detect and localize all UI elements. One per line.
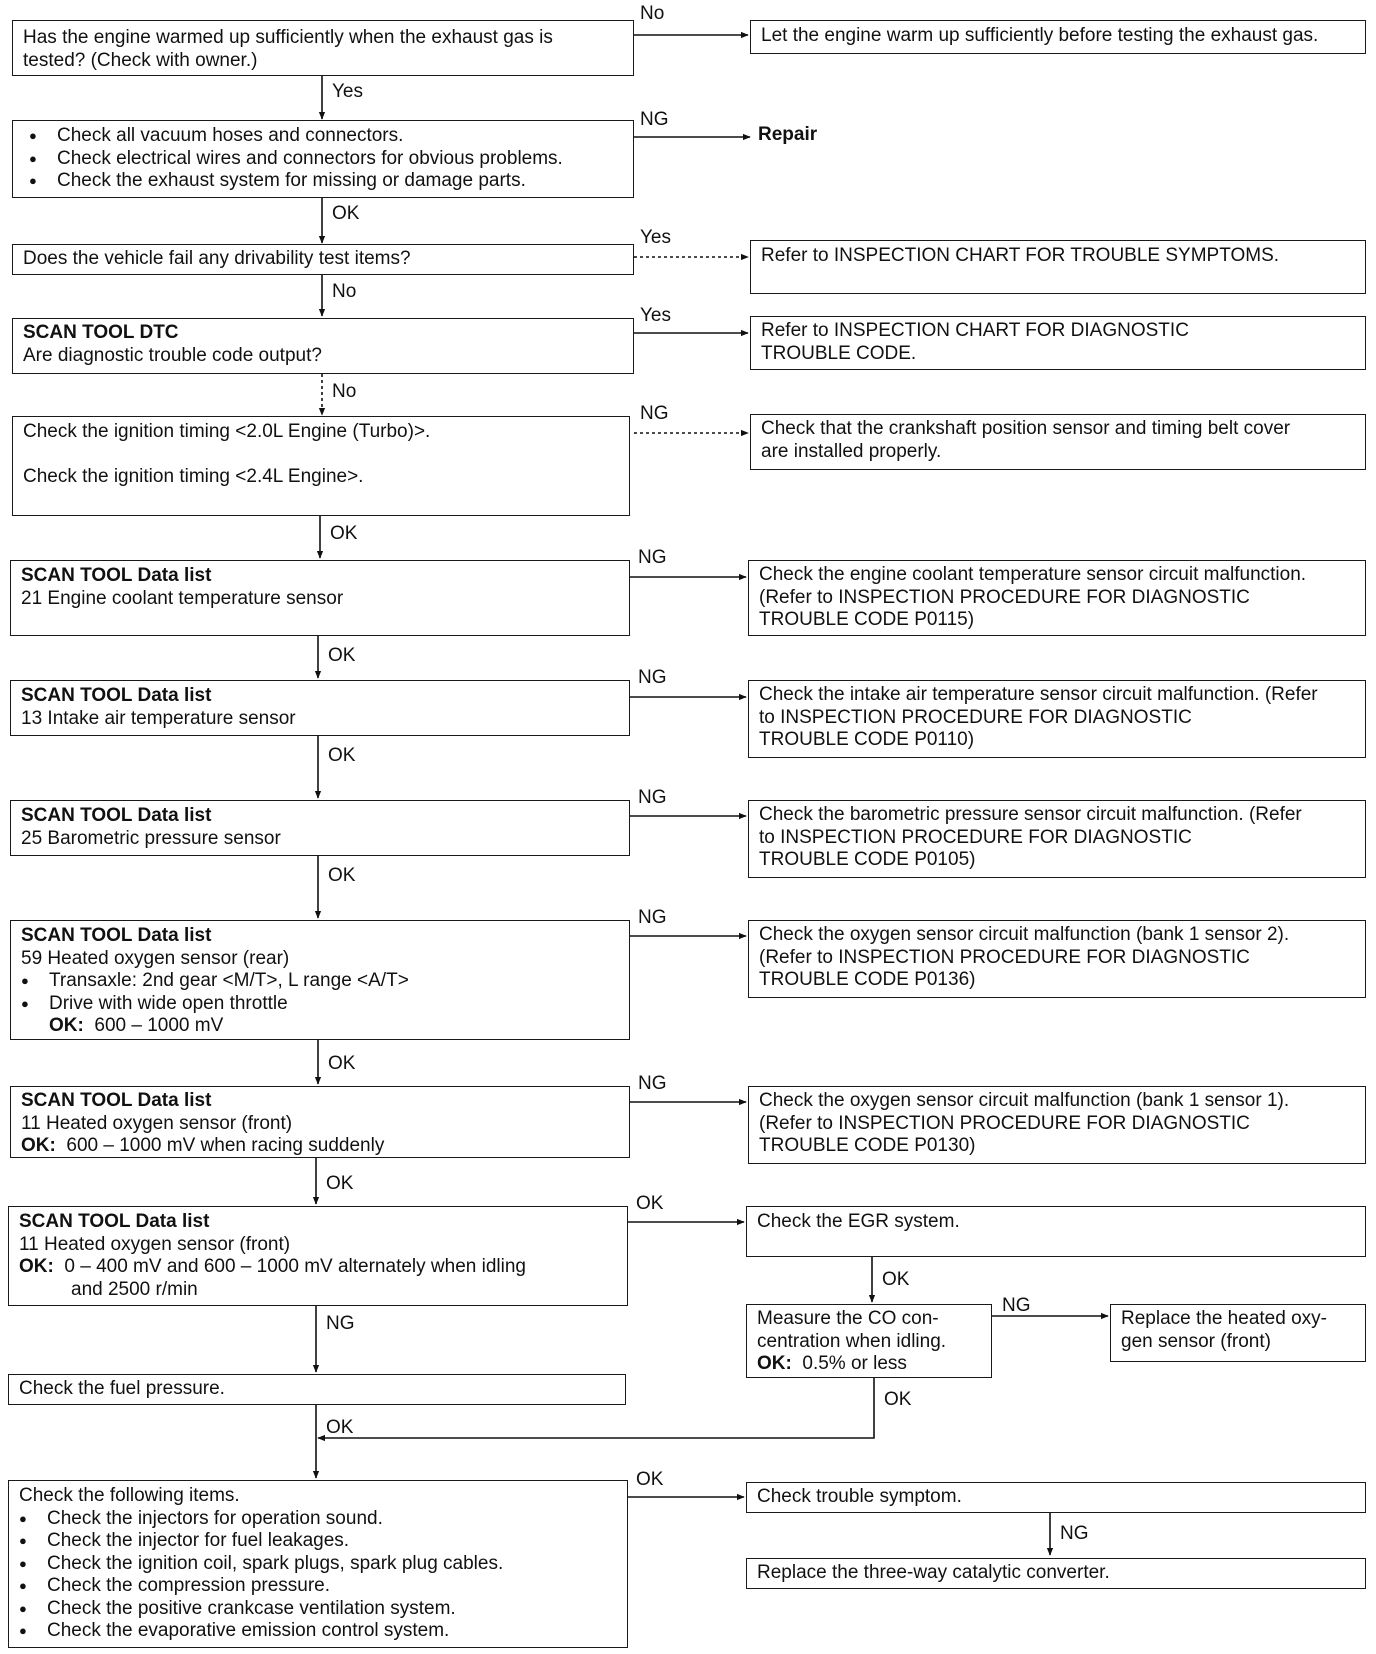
box-text: 25 Barometric pressure sensor: [21, 827, 281, 849]
ok-value: 0.5% or less: [802, 1353, 907, 1374]
box-text: TROUBLE CODE P0105): [759, 849, 976, 870]
label-ng: NG: [638, 1073, 667, 1094]
box-text: TROUBLE CODE.: [761, 342, 917, 364]
box-title: SCAN TOOL Data list: [21, 925, 212, 946]
ok-value-cont: and 2500 r/min: [71, 1278, 198, 1300]
box-text: Check the EGR system.: [757, 1211, 960, 1232]
question-oxygen-sensor-front-idle: [8, 1206, 628, 1306]
label-ng: NG: [1060, 1523, 1089, 1544]
ok-label: OK:: [21, 1135, 56, 1156]
box-text: Has the engine warmed up sufficiently when the exhaust gas is: [23, 27, 553, 48]
label-ng: NG: [640, 109, 669, 130]
label-ng: NG: [640, 403, 669, 424]
box-text: to INSPECTION PROCEDURE FOR DIAGNOSTIC: [759, 826, 1192, 848]
label-no: No: [332, 381, 357, 402]
result-diagnostic-code-chart: [750, 316, 1366, 370]
step-check-trouble-symptom: [746, 1482, 1366, 1513]
ok-label: OK:: [19, 1256, 54, 1277]
ok-label: OK:: [757, 1353, 792, 1374]
box-text: gen sensor (front): [1121, 1330, 1271, 1352]
box-text: Check the ignition timing <2.4L Engine>.: [23, 465, 364, 487]
box-text: 21 Engine coolant temperature sensor: [21, 587, 344, 609]
box-text: Does the vehicle fail any drivability test items?: [23, 248, 411, 269]
box-text: Check the engine coolant temperature sensor circuit malfunction.: [759, 564, 1307, 585]
box-text: TROUBLE CODE P0115): [759, 609, 975, 630]
question-engine-warmed: [12, 20, 634, 76]
result-trouble-symptoms: [750, 240, 1366, 294]
result-intake-air-circuit: [748, 680, 1366, 758]
result-coolant-sensor-circuit: [748, 560, 1366, 636]
box-text: (Refer to INSPECTION PROCEDURE FOR DIAGNOSTIC: [759, 1112, 1250, 1134]
box-text: Refer to INSPECTION CHART FOR DIAGNOSTIC: [761, 320, 1189, 341]
label-ok: OK: [328, 865, 356, 886]
label-ng: NG: [326, 1313, 355, 1334]
result-repair: Repair: [758, 124, 818, 145]
box-text: Measure the CO con-: [757, 1308, 939, 1329]
box-text: Check that the crankshaft position sensor and timing belt cover: [761, 418, 1291, 439]
box-text: Check the barometric pressure sensor circuit malfunction. (Refer: [759, 804, 1302, 825]
label-yes: Yes: [640, 305, 671, 326]
box-text: (Refer to INSPECTION PROCEDURE FOR DIAGNOSTIC: [759, 586, 1250, 608]
question-barometric-sensor: [10, 800, 630, 856]
check-item: ● Check the injectors for operation sound.: [13, 1508, 617, 1531]
ok-value: 600 – 1000 mV when racing suddenly: [66, 1135, 385, 1156]
step-replace-catalytic-converter: [746, 1558, 1366, 1589]
label-ok: OK: [882, 1269, 910, 1290]
label-ok: OK: [328, 745, 356, 766]
label-ok: OK: [328, 645, 356, 666]
box-text: tested? (Check with owner.): [23, 49, 258, 71]
box-text: Check the oxygen sensor circuit malfunction (bank 1 sensor 1).: [759, 1090, 1290, 1111]
label-ng: NG: [638, 907, 667, 928]
check-item: ● Check the injector for fuel leakages.: [13, 1530, 617, 1553]
label-ng: NG: [1002, 1295, 1031, 1316]
label-ng: NG: [638, 787, 667, 808]
question-intake-air-sensor: [10, 680, 630, 736]
result-egr-system: [746, 1206, 1366, 1257]
label-yes: Yes: [332, 81, 363, 102]
condition-item: ● Transaxle: 2nd gear <M/T>, L range <A/T>: [15, 970, 619, 993]
label-ng: NG: [638, 667, 667, 688]
box-title: SCAN TOOL Data list: [21, 685, 212, 706]
box-text: to INSPECTION PROCEDURE FOR DIAGNOSTIC: [759, 706, 1192, 728]
ok-label: OK:: [49, 1015, 84, 1036]
box-text: Are diagnostic trouble code output?: [23, 344, 322, 366]
box-text: 11 Heated oxygen sensor (front): [21, 1112, 293, 1134]
ok-value: 0 – 400 mV and 600 – 1000 mV alternately when idling: [64, 1256, 526, 1277]
check-item: ● Check the exhaust system for missing or damage parts.: [23, 170, 623, 193]
box-title: SCAN TOOL Data list: [19, 1211, 210, 1232]
label-ok: OK: [326, 1173, 354, 1194]
question-co-concentration: [746, 1304, 992, 1378]
box-text: TROUBLE CODE P0130): [759, 1135, 976, 1156]
step-check-following-items: [8, 1480, 628, 1648]
box-text: 11 Heated oxygen sensor (front): [19, 1233, 291, 1255]
box-text: centration when idling.: [757, 1330, 947, 1352]
label-no: No: [332, 281, 357, 302]
box-text: Check the fuel pressure.: [19, 1378, 225, 1399]
box-text: Replace the heated oxy-: [1121, 1308, 1327, 1329]
label-ok: OK: [636, 1469, 664, 1490]
box-text: Check the oxygen sensor circuit malfunction (bank 1 sensor 2).: [759, 924, 1290, 945]
box-text: 59 Heated oxygen sensor (rear): [21, 947, 290, 969]
box-title: SCAN TOOL Data list: [21, 565, 212, 586]
condition-item: ● Drive with wide open throttle: [15, 993, 619, 1016]
label-ng: NG: [638, 547, 667, 568]
label-yes: Yes: [640, 227, 671, 248]
question-drivability: [12, 244, 634, 275]
label-no: No: [640, 3, 665, 24]
box-title: SCAN TOOL DTC: [23, 322, 179, 343]
label-ok: OK: [330, 523, 358, 544]
box-text: are installed properly.: [761, 440, 942, 462]
box-text: Check the intake air temperature sensor circuit malfunction. (Refer: [759, 684, 1318, 705]
box-text: Replace the three-way catalytic converter.: [757, 1562, 1110, 1583]
check-item: ● Check all vacuum hoses and connectors.: [23, 125, 623, 148]
question-scan-tool-dtc: [12, 318, 634, 374]
step-fuel-pressure: [8, 1374, 626, 1405]
result-replace-oxygen-sensor: [1110, 1304, 1366, 1362]
label-ok: OK: [884, 1389, 912, 1410]
check-item: ● Check the ignition coil, spark plugs, spark plug cables.: [13, 1553, 617, 1576]
box-text: Check trouble symptom.: [757, 1486, 962, 1507]
question-coolant-temp-sensor: [10, 560, 630, 636]
label-ok: OK: [328, 1053, 356, 1074]
question-oxygen-sensor-rear: [10, 920, 630, 1040]
box-text: TROUBLE CODE P0110): [759, 729, 975, 750]
box-title: SCAN TOOL Data list: [21, 1090, 212, 1111]
box-text: Refer to INSPECTION CHART FOR TROUBLE SYMPTOMS.: [761, 245, 1280, 266]
ok-value: 600 – 1000 mV: [94, 1015, 224, 1036]
box-text: Check the ignition timing <2.0L Engine (Turbo)>.: [23, 421, 431, 442]
label-ok: OK: [636, 1193, 664, 1214]
check-item: ● Check the evaporative emission control system.: [13, 1620, 617, 1643]
check-item: ● Check the positive crankcase ventilation system.: [13, 1598, 617, 1621]
result-barometric-circuit: [748, 800, 1366, 878]
result-warm-up-engine: [750, 20, 1366, 54]
box-text: Check the following items.: [19, 1485, 240, 1506]
question-check-hoses: [12, 120, 634, 198]
box-title: SCAN TOOL Data list: [21, 805, 212, 826]
box-text: TROUBLE CODE P0136): [759, 969, 976, 990]
question-ignition-timing: [12, 416, 630, 516]
label-ok: OK: [326, 1417, 354, 1438]
question-oxygen-sensor-front-racing: [10, 1086, 630, 1158]
result-oxygen-sensor-1: [748, 1086, 1366, 1164]
label-ok: OK: [332, 203, 360, 224]
box-text: 13 Intake air temperature sensor: [21, 707, 296, 729]
box-text: (Refer to INSPECTION PROCEDURE FOR DIAGNOSTIC: [759, 946, 1250, 968]
check-item: ● Check the compression pressure.: [13, 1575, 617, 1598]
result-oxygen-sensor-2: [748, 920, 1366, 998]
box-text: Let the engine warm up sufficiently before testing the exhaust gas.: [761, 25, 1319, 46]
check-item: ● Check electrical wires and connectors for obvious problems.: [23, 148, 623, 171]
result-crankshaft-sensor: [750, 414, 1366, 470]
